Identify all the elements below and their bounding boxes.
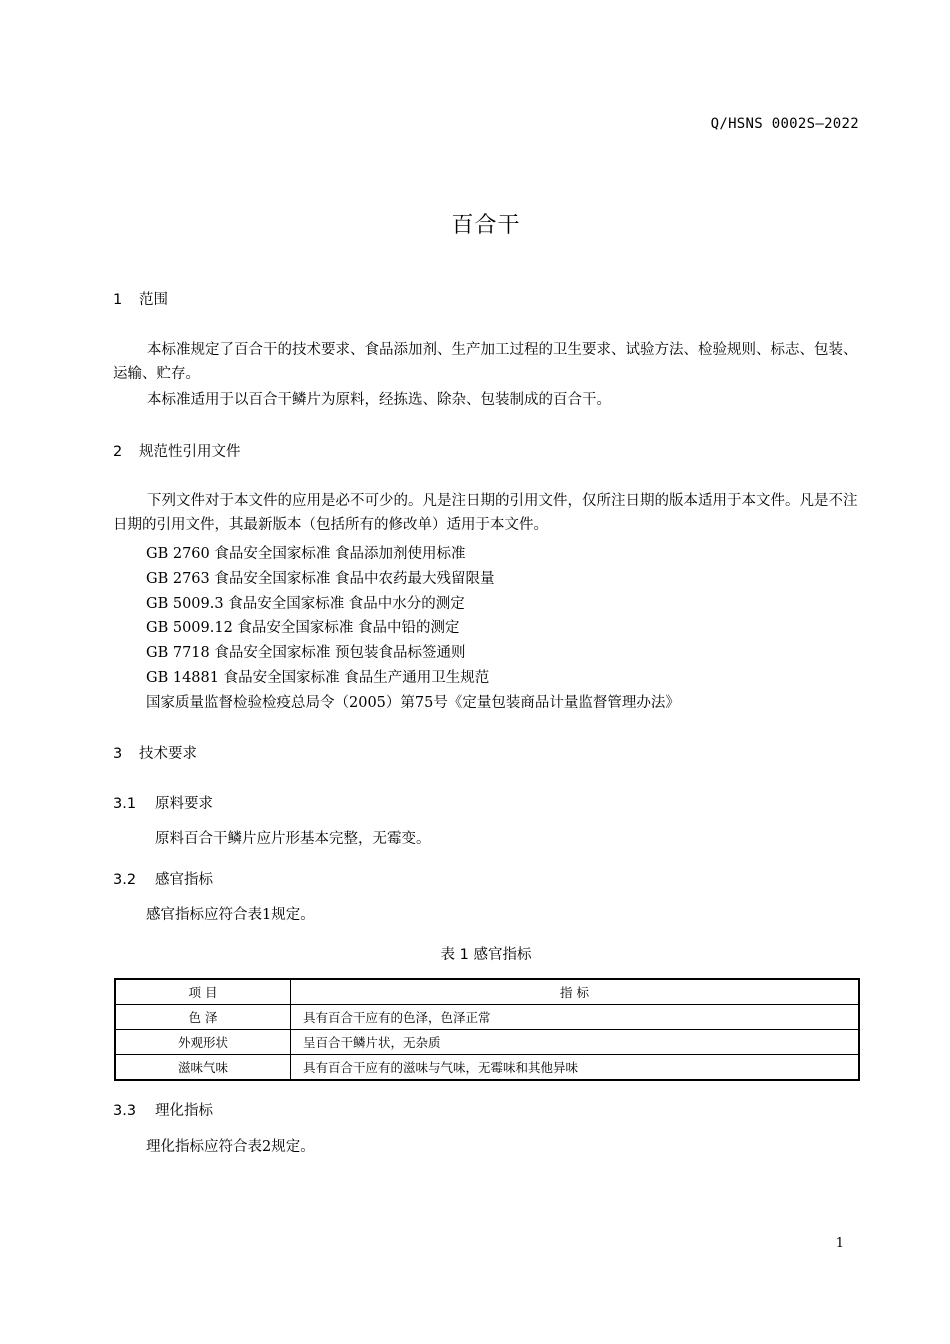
references-intro: 下列文件对于本文件的应用是必不可少的。凡是注日期的引用文件，仅所注日期的版本适用于本文件。凡是不注日期的引用文件，其最新版本（包括所有的修改单）适用于本文件。: [113, 493, 858, 533]
table-header-row: [115, 979, 859, 1005]
reference-item: GB 5009.3 食品安全国家标准 食品中水分的测定: [146, 596, 465, 612]
subsection-title: 原料要求: [155, 796, 213, 812]
subsection-number: 3.3: [113, 1103, 137, 1119]
raw-material-text: 原料百合干鳞片应片形基本完整，无霉变。: [155, 831, 431, 847]
scope-paragraph-1: 本标准规定了百合干的技术要求、食品添加剂、生产加工过程的卫生要求、试验方法、检验规则、标志、包装、运输、贮存。: [113, 342, 858, 382]
table-cell: 色 泽: [115, 1005, 291, 1030]
table-cell: 外观形状: [115, 1030, 291, 1055]
page-number: 1: [835, 1236, 844, 1251]
reference-item: GB 5009.12 食品安全国家标准 食品中铅的测定: [146, 620, 460, 636]
section-title: 范围: [139, 292, 168, 308]
subsection-number: 3.2: [113, 872, 137, 888]
reference-item: GB 2760 食品安全国家标准 食品添加剂使用标准: [146, 546, 466, 562]
table-cell: 具有百合干应有的滋味与气味，无霉味和其他异味: [291, 1055, 860, 1081]
section-number: 2: [113, 444, 123, 460]
table-cell: 具有百合干应有的色泽，色泽正常: [291, 1005, 860, 1030]
reference-item: GB 14881 食品安全国家标准 食品生产通用卫生规范: [146, 670, 490, 686]
physicochemical-text: 理化指标应符合表2规定。: [146, 1139, 315, 1155]
table-header-indicator: 指 标: [291, 979, 860, 1005]
section-title: 技术要求: [139, 746, 197, 762]
reference-item: 国家质量监督检验检疫总局令（2005）第75号《定量包装商品计量监督管理办法》: [146, 695, 680, 711]
subsection-heading-sensory: [113, 868, 213, 889]
subsection-number: 3.1: [113, 796, 137, 812]
section-number: 3: [113, 746, 123, 762]
reference-item: GB 2763 食品安全国家标准 食品中农药最大残留限量: [146, 571, 495, 587]
table-row: [115, 1030, 859, 1055]
table-header-item: 项 目: [115, 979, 291, 1005]
section-title: 规范性引用文件: [139, 444, 241, 460]
table-cell: 滋味气味: [115, 1055, 291, 1081]
subsection-heading-raw-material: [113, 792, 213, 813]
sensory-table: [114, 978, 860, 1081]
document-title: 百合干: [451, 213, 521, 238]
sensory-text: 感官指标应符合表1规定。: [146, 907, 315, 923]
subsection-title: 理化指标: [155, 1103, 213, 1119]
section-heading-normative-references: [113, 440, 241, 461]
document-code: Q/HSNS 0002S—2022: [710, 116, 859, 132]
table-cell: 呈百合干鳞片状，无杂质: [291, 1030, 860, 1055]
table-caption: 表 1 感官指标: [440, 947, 532, 963]
section-heading-scope: [113, 288, 168, 309]
section-heading-technical-requirements: [113, 742, 197, 763]
scope-paragraph-2: 本标准适用于以百合干鳞片为原料，经拣选、除杂、包装制成的百合干。: [147, 392, 611, 408]
subsection-heading-physicochemical: [113, 1099, 213, 1120]
table-row: [115, 1005, 859, 1030]
section-number: 1: [113, 292, 123, 308]
subsection-title: 感官指标: [155, 872, 213, 888]
reference-item: GB 7718 食品安全国家标准 预包装食品标签通则: [146, 645, 466, 661]
table-row: [115, 1055, 859, 1081]
